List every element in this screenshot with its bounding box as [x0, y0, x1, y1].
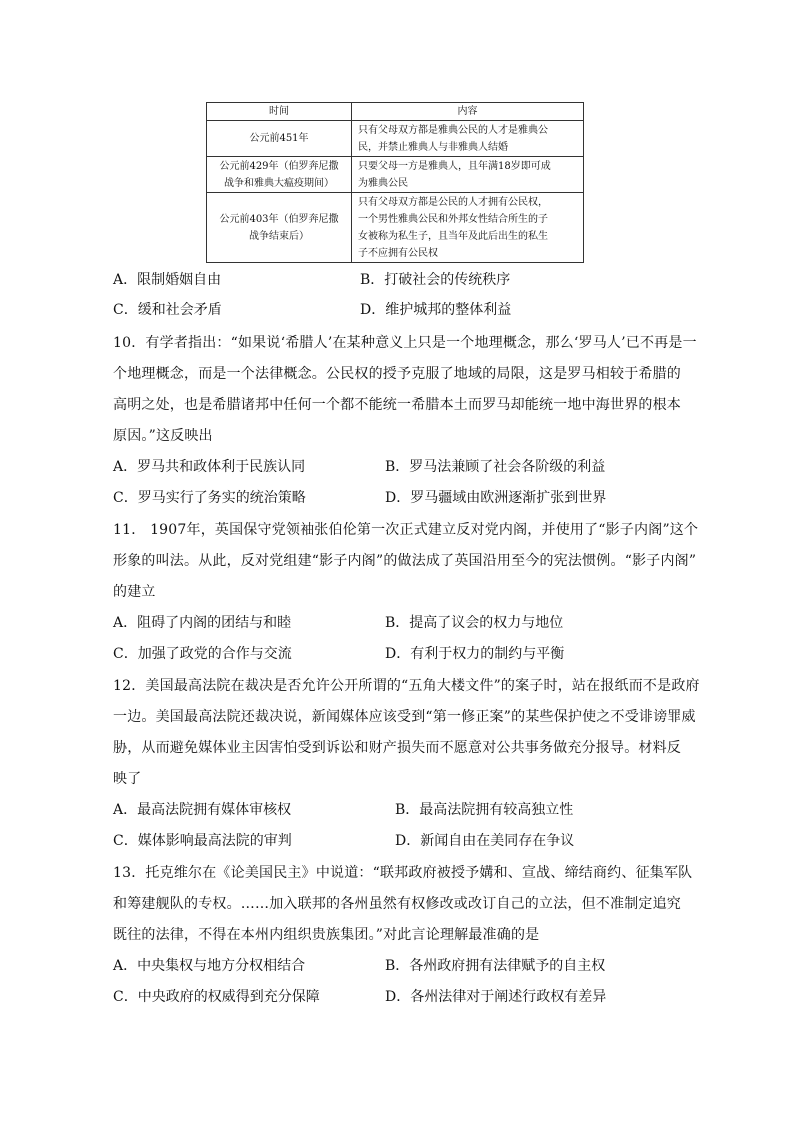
- q10-stem-line: 个地理概念，而是一个法律概念。公民权的授予克服了地域的局限，这是罗马相较于希腊的: [113, 366, 681, 382]
- q11-option-b[interactable]: B．提高了议会的权力与地位: [385, 615, 564, 631]
- q11-stem-line: 形象的叫法。从此，反对党组建“影子内阁”的做法成了英国沿用至今的宪法惯例。“影子内阁”: [113, 553, 697, 569]
- table-header-time: 时间: [207, 103, 352, 121]
- q13-option-a[interactable]: A．中央集权与地方分权相结合: [113, 958, 306, 974]
- table-row: [207, 193, 584, 263]
- q12-stem-line: 12．美国最高法院在裁决是否允许公开所谓的“五角大楼文件”的案子时，站在报纸而不是政府: [113, 678, 700, 694]
- q13-option-c[interactable]: C．中央政府的权威得到充分保障: [113, 989, 320, 1005]
- table-cell-time: 公元前451年: [207, 121, 352, 157]
- table-cell-time: 公元前429年（伯罗奔尼撒 战争和雅典大瘟疫期间）: [207, 157, 352, 193]
- q13-stem-line: 既往的法律，不得在本州内组织贵族集团。”对此言论理解最准确的是: [113, 927, 540, 943]
- q12-stem-line: 映了: [113, 771, 142, 787]
- q13-stem-line: 13．托克维尔在《论美国民主》中说道：“联邦政府被授予媾和、宣战、缔结商约、征集军队: [113, 865, 693, 881]
- q10-option-a[interactable]: A．罗马共和政体利于民族认同: [113, 459, 306, 475]
- table-header-row: [207, 103, 584, 121]
- q13-option-d[interactable]: D．各州法律对于阐述行政权有差异: [385, 989, 607, 1005]
- q10-stem-line: 原因。”这反映出: [113, 428, 213, 444]
- q12-option-d[interactable]: D．新闻自由在美同存在争议: [395, 833, 575, 849]
- citizenship-table: [206, 102, 584, 263]
- q12-option-b[interactable]: B．最高法院拥有较高独立性: [395, 802, 574, 818]
- q12-stem-line: 胁，从而避免媒体业主因害怕受到诉讼和财产损失而不愿意对公共事务做充分报导。材料反: [113, 740, 681, 756]
- q10-option-b[interactable]: B．罗马法兼顾了社会各阶级的利益: [385, 459, 606, 475]
- q13-option-b[interactable]: B．各州政府拥有法律赋予的自主权: [385, 958, 606, 974]
- q11-stem-line: 11． 1907年，英国保守党领袖张伯伦第一次正式建立反对党内阁，并使用了“影子内阁”这个: [113, 522, 699, 538]
- q9-option-a[interactable]: A．限制婚姻自由: [113, 272, 222, 288]
- q9-option-b[interactable]: B．打破社会的传统秩序: [360, 272, 511, 288]
- q10-option-c[interactable]: C．罗马实行了务实的统治策略: [113, 490, 306, 506]
- q11-stem-line: 的建立: [113, 584, 156, 600]
- table-cell-content: 只有父母双方都是雅典公民的人才是雅典公 民，并禁止雅典人与非雅典人结婚: [352, 121, 584, 157]
- table-cell-content: 只有父母双方都是公民的人才拥有公民权， 一个男性雅典公民和外邦女性结合所生的子 女被称为私生子，且当年及此后出生的私生 子不应拥有公民权: [352, 193, 584, 263]
- q11-option-c[interactable]: C．加强了政党的合作与交流: [113, 646, 292, 662]
- table-row: [207, 157, 584, 193]
- q12-option-a[interactable]: A．最高法院拥有媒体审核权: [113, 802, 292, 818]
- q10-stem-line: 高明之处，也是希腊诸邦中任何一个都不能统一希腊本土而罗马却能统一地中海世界的根本: [113, 397, 681, 413]
- q11-option-a[interactable]: A．阻碍了内阁的团结与和睦: [113, 615, 292, 631]
- q11-option-d[interactable]: D．有利于权力的制约与平衡: [385, 646, 565, 662]
- q9-option-d[interactable]: D．维护城邦的整体利益: [360, 302, 512, 318]
- q12-option-c[interactable]: C．媒体影响最高法院的审判: [113, 833, 292, 849]
- q9-option-c[interactable]: C．缓和社会矛盾: [113, 302, 222, 318]
- table-row: [207, 121, 584, 157]
- table-header-content: 内容: [352, 103, 584, 121]
- q10-option-d[interactable]: D．罗马疆域由欧洲逐渐扩张到世界: [385, 490, 607, 506]
- q10-stem-line: 10．有学者指出：“如果说‘希腊人’在某种意义上只是一个地理概念，那么‘罗马人’已不再是一: [113, 335, 697, 351]
- table-cell-content: 只要父母一方是雅典人，且年满18岁即可成 为雅典公民: [352, 157, 584, 193]
- q12-stem-line: 一边。美国最高法院还裁决说，新闻媒体应该受到“第一修正案”的某些保护使之不受诽谤罪威: [113, 709, 696, 725]
- q13-stem-line: 和筹建舰队的专权。……加入联邦的各州虽然有权修改或改订自己的立法，但不准制定追究: [113, 896, 681, 912]
- table-cell-time: 公元前403年（伯罗奔尼撒 战争结束后）: [207, 193, 352, 263]
